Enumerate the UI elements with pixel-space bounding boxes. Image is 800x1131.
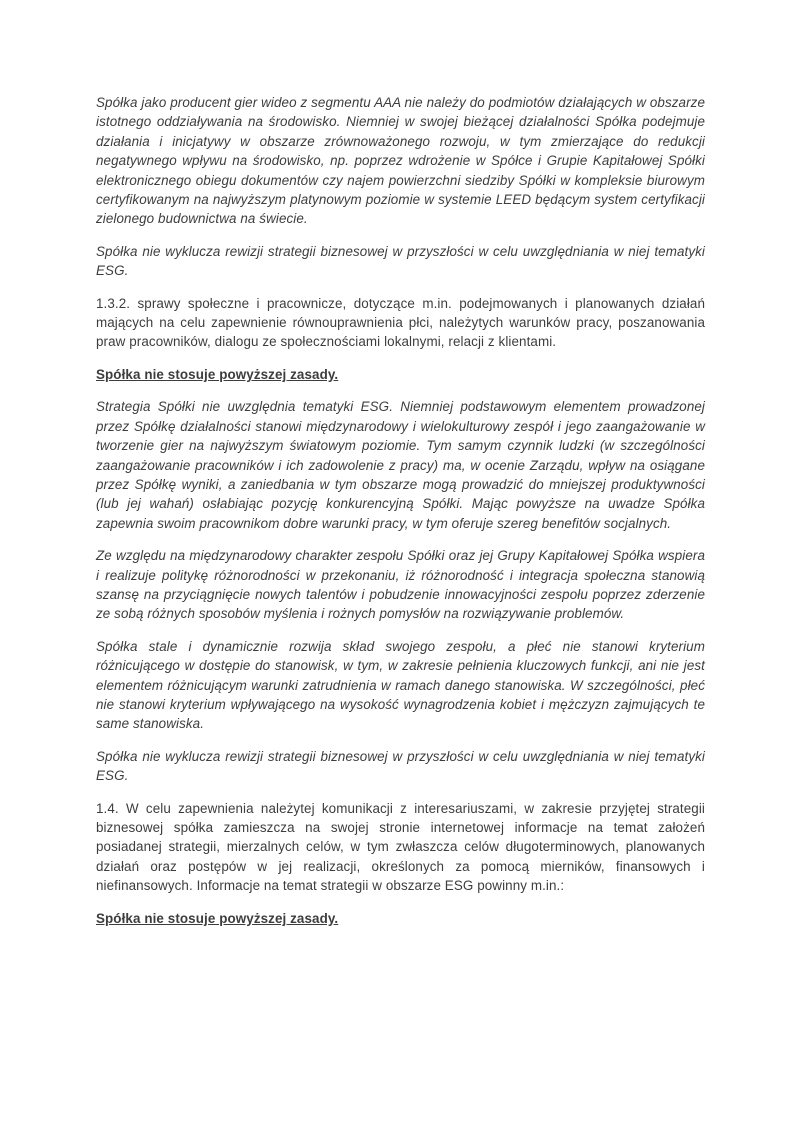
paragraph-esg-revision-note-1: Spółka nie wyklucza rewizji strategii biznesowej w przyszłości w celu uwzględniania w niej tematyki ESG. [96,243,705,279]
paragraph-rule-1-4: 1.4. W celu zapewnienia należytej komunikacji z interesariuszami, w zakresie przyjętej strategii biznesowej spółka zamieszcza na swojej stronie internetowej informacje na temat założeń posiadanej strategii, mierzalnych celów, w tym zwłaszcza celów długoterminowych, planowanych działań oraz postępów w jej realizacji, określonych za pomocą mierników, finansowych i niefinansowych. Informacje na temat strategii w obszarze ESG powinny m.in.: [96,800,705,894]
paragraph-environment-statement: Spółka jako producent gier wideo z segmentu AAA nie należy do podmiotów działających w obszarze istotnego oddziaływania na środowisko. Niemniej w swojej bieżącej działalności Spółka podejmuje działania i inicjatywy w obszarze zrównoważonego rozwoju, w tym zmierzające do redukcji negatywnego wpływu na środowisko, np. poprzez wdrożenie w Spółce i Grupie Kapitałowej Spółki elektronicznego obiegu dokumentów czy najem powierzchni siedziby Spółki w kompleksie biurowym certyfikowanym na najwyższym platynowym poziomie w systemie LEED będącym system certyfikacji zielonego budownictwa na świecie. [96,95,705,227]
paragraph-strategy-explanation: Strategia Spółki nie uwzględnia tematyki ESG. Niemniej podstawowym elementem prowadzonej przez Spółkę działalności stanowi międzynarodowy i wielokulturowy zespół i jego zaangażowanie w tworzenie gier na najwyższym światowym poziomie. Tym samym czynnik ludzki (w szczególności zaangażowanie pracowników i ich zadowolenie z pracy) ma, w ocenie Zarządu, wpływ na osiągane przez Spółkę wyniki, a zaniedbania w tym obszarze mogą prowadzić do mniejszej produktywności (lub jej wahań) osłabiając pozycję konkurencyjną Spółki. Mając powyższe na uwadze Spółka zapewnia swoim pracownikom dobre warunki pracy, w tym oferuje szereg benefitów socjalnych. [96,399,705,531]
paragraph-esg-revision-note-2: Spółka nie wyklucza rewizji strategii biznesowej w przyszłości w celu uwzględniania w niej tematyki ESG. [96,748,705,784]
paragraph-rule-1-3-2: 1.3.2. sprawy społeczne i pracownicze, dotyczące m.in. podejmowanych i planowanych działań mających na celu zapewnienie równouprawnienia płci, należytych warunków pracy, poszanowania praw pracowników, dialogu ze społecznościami lokalnymi, relacji z klientami. [96,295,705,350]
paragraph-gender-equality: Spółka stale i dynamicznie rozwija skład swojego zespołu, a płeć nie stanowi kryterium różnicującego w dostępie do stanowisk, w tym, w zakresie pełnienia kluczowych funkcji, ani nie jest elementem różnicującym warunki zatrudnienia w ramach danego stanowiska. W szczególności, płeć nie stanowi kryterium wpływającego na wysokość wynagrodzenia kobiet i mężczyzn zajmujących te same stanowiska. [96,638,705,732]
paragraph-noncompliance-statement-1: Spółka nie stosuje powyższej zasady. [96,366,339,382]
paragraph-noncompliance-statement-2: Spółka nie stosuje powyższej zasady. [96,910,339,926]
paragraph-diversity-policy: Ze względu na międzynarodowy charakter zespołu Spółki oraz jej Grupy Kapitałowej Spółka wspiera i realizuje politykę różnorodności w przekonaniu, iż różnorodność i integracja społeczna stanowią szansę na przyciągnięcie nowych talentów i pobudzenie innowacyjności zespołu poprzez zderzenie ze sobą różnych sposobów myślenia i rożnych pomysłów na rozwiązywanie problemów. [96,548,705,622]
